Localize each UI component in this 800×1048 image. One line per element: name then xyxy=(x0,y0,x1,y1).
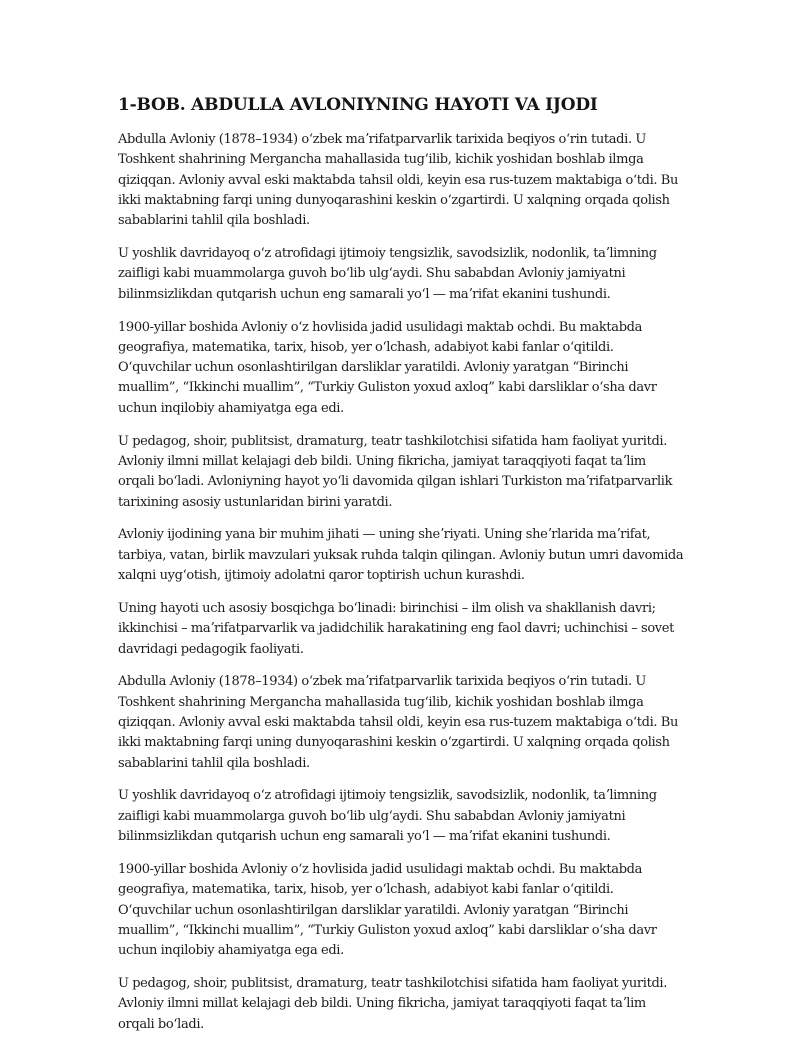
document-page xyxy=(118,94,684,1048)
paragraph: 1900-yillar boshida Avloniy oʻz hovlisida jadid usulidagi maktab ochdi. Bu maktabda geografiya, matematika, tarix, hisob, yer oʻlchash, adabiyot kabi fanlar oʻqitildi. Oʻquvchilar uchun osonlashtirilgan darsliklar yaratildi. Avloniy yaratgan “Birinchi muallim”, “Ikkinchi muallim”, “Turkiy Guliston yoxud axloq” kabi darsliklar oʻsha davr uchun inqilobiy ahamiyatga ega edi. xyxy=(118,861,657,959)
paragraph: U pedagog, shoir, publitsist, dramaturg, teatr tashkilotchisi sifatida ham faoliyat yuritdi. Avloniy ilmni millat kelajagi deb bildi. Uning fikricha, jamiyat taraqqiyoti faqat taʼlim orqali boʻladi. xyxy=(118,976,668,1032)
paragraph: U yoshlik davridayoq oʻz atrofidagi ijtimoiy tengsizlik, savodsizlik, nodonlik, taʼlimning zaifligi kabi muammolarga guvoh boʻlib ulgʻaydi. Shu sababdan Avloniy jamiyatni bilinmsizlikdan qutqarish uchun eng samarali yoʻl — maʼrifat ekanini tushundi. xyxy=(118,246,657,302)
paragraph: U pedagog, shoir, publitsist, dramaturg, teatr tashkilotchisi sifatida ham faoliyat yuritdi. Avloniy ilmni millat kelajagi deb bildi. Uning fikricha, jamiyat taraqqiyoti faqat taʼlim orqali boʻladi. Avloniyning hayot yoʻli davomida qilgan ishlari Turkiston maʼrifatparvarlik tarixining asosiy ustunlaridan birini yaratdi. xyxy=(118,433,673,510)
paragraph: Uning hayoti uch asosiy bosqichga boʻlinadi: birinchisi – ilm olish va shakllanish davri; ikkinchisi – maʼrifatparvarlik va jadidchilik harakatining eng faol davri; uchinchisi – sovet davridagi pedagogik faoliyati. xyxy=(118,600,675,657)
chapter-title: 1-BOB. ABDULLA AVLONIYNING HAYOTI VA IJODI xyxy=(118,95,598,115)
paragraph: 1900-yillar boshida Avloniy oʻz hovlisida jadid usulidagi maktab ochdi. Bu maktabda geografiya, matematika, tarix, hisob, yer oʻlchash, adabiyot kabi fanlar oʻqitildi. Oʻquvchilar uchun osonlashtirilgan darsliklar yaratildi. Avloniy yaratgan “Birinchi muallim”, “Ikkinchi muallim”, “Turkiy Guliston yoxud axloq” kabi darsliklar oʻsha davr uchun inqilobiy ahamiyatga ega edi. xyxy=(118,319,657,416)
paragraph: Abdulla Avloniy (1878–1934) oʻzbek maʼrifatparvarlik tarixida beqiyos oʻrin tutadi. U Toshkent shahrining Mergancha mahallasida tugʻilib, kichik yoshidan boshlab ilmga qiziqqan. Avloniy avval eski maktabda tahsil oldi, keyin esa rus-tuzem maktabiga oʻtdi. Bu ikki maktabning farqi uning dunyoqarashini keskin oʻzgartirdi. U xalqning orqada qolish sabablarini tahlil qila boshladi. xyxy=(118,674,679,771)
paragraph: Avloniy ijodining yana bir muhim jihati — uning sheʼriyati. Uning sheʼrlarida maʼrifat, tarbiya, vatan, birlik mavzulari yuksak ruhda talqin qilingan. Avloniy butun umri davomida xalqni uygʻotish, ijtimoiy adolatni qaror toptirish uchun kurashdi. xyxy=(118,527,684,584)
paragraph: Abdulla Avloniy (1878–1934) oʻzbek maʼrifatparvarlik tarixida beqiyos oʻrin tutadi. U Toshkent shahrining Mergancha mahallasida tugʻilib, kichik yoshidan boshlab ilmga qiziqqan. Avloniy avval eski maktabda tahsil oldi, keyin esa rus-tuzem maktabiga oʻtdi. Bu ikki maktabning farqi uning dunyoqarashini keskin oʻzgartirdi. U xalqning orqada qolish sabablarini tahlil qila boshladi. xyxy=(118,132,679,229)
paragraph: U yoshlik davridayoq oʻz atrofidagi ijtimoiy tengsizlik, savodsizlik, nodonlik, taʼlimning zaifligi kabi muammolarga guvoh boʻlib ulgʻaydi. Shu sababdan Avloniy jamiyatni bilinmsizlikdan qutqarish uchun eng samarali yoʻl — maʼrifat ekanini tushundi. xyxy=(118,788,657,845)
